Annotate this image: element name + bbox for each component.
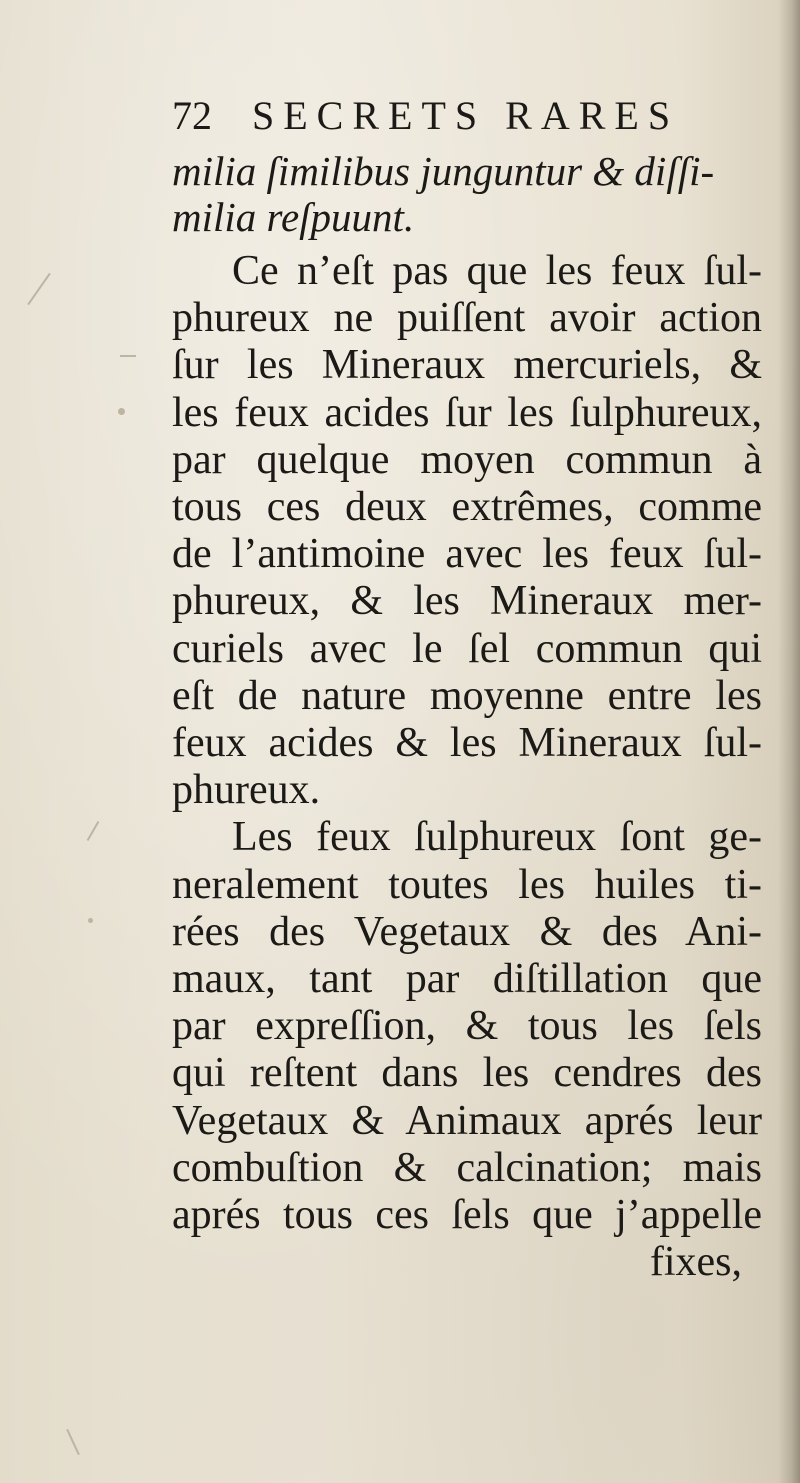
page-gutter-shadow	[778, 0, 800, 1483]
page-number: 72	[172, 93, 212, 138]
latin-quote-line: milia ſimilibus junguntur & diſſi-	[172, 148, 715, 194]
text-line: qui reſtent dans les cendres des	[172, 1050, 762, 1097]
paper-mark	[87, 821, 100, 841]
text-line: ſur les Mineraux mercuriels, &	[172, 342, 762, 389]
text-line: Les feux ſulphureux ſont ge-	[232, 814, 762, 861]
catchword: fixes,	[649, 1239, 742, 1286]
paper-mark	[120, 355, 136, 357]
text-line: de l’antimoine avec les feux ſul-	[172, 531, 762, 578]
text-line: feux acides & les Mineraux ſul-	[172, 720, 762, 767]
text-line: phureux.	[172, 767, 321, 814]
page-header	[172, 88, 762, 144]
page-text	[172, 88, 762, 1286]
paper-mark	[27, 273, 50, 305]
paper-mark	[118, 408, 125, 415]
text-line: par expreſſion, & tous les ſels	[172, 1003, 762, 1050]
text-line: phureux, & les Mineraux mer-	[172, 578, 762, 625]
running-head: SECRETS RARES	[252, 93, 680, 138]
text-line: par quelque moyen commun à	[172, 436, 762, 483]
paper-mark	[88, 918, 93, 923]
text-line: curiels avec le ſel commun qui	[172, 625, 762, 672]
text-line: phureux ne puiſſent avoir action	[172, 295, 762, 342]
paragraph	[172, 814, 762, 1239]
text-line: tous ces deux extrêmes, comme	[172, 484, 762, 531]
paper-mark	[66, 1429, 80, 1455]
text-line: combuſtion & calcination; mais	[172, 1144, 762, 1191]
text-line: Vegetaux & Animaux aprés leur	[172, 1097, 762, 1144]
text-line: eſt de nature moyenne entre les	[172, 672, 762, 719]
latin-quote-line: milia reſpuunt.	[172, 194, 415, 240]
text-line: Ce n’eſt pas que les feux ſul-	[232, 248, 762, 294]
text-line: maux, tant par diſtillation que	[172, 956, 762, 1003]
text-line: neralement toutes les huiles ti-	[172, 861, 762, 908]
text-line: les feux acides ſur les ſulphureux,	[172, 389, 762, 436]
paragraph	[172, 248, 762, 814]
text-line: aprés tous ces ſels que j’appelle	[172, 1192, 762, 1239]
text-line: rées des Vegetaux & des Ani-	[172, 908, 762, 955]
